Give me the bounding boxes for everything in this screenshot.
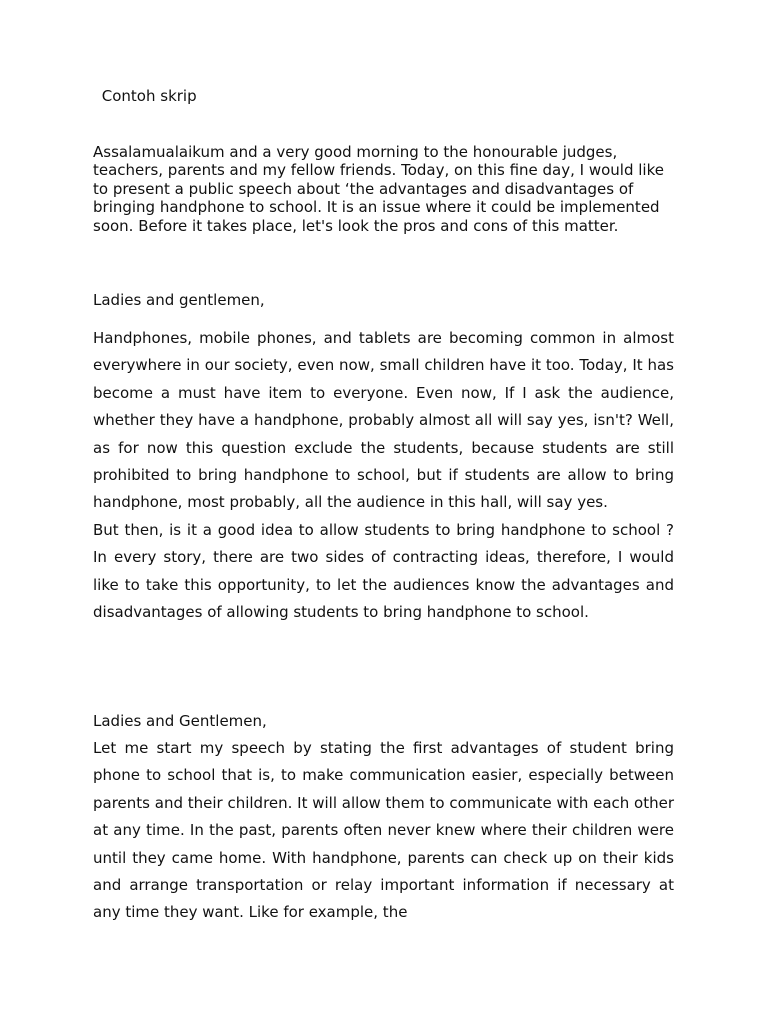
speech-body-2 xyxy=(93,735,674,927)
greeting-ladies-and-gentlemen: Ladies and gentlemen, xyxy=(93,291,265,309)
speech-body-1 xyxy=(93,325,674,626)
paragraph-good-idea: But then, is it a good idea to allow students to bring handphone to school ? In every story, there are two sides of contracting ideas, therefore, I would like to take this opportunity, to let the audiences know the advantages and disadvantages of allowing students to bring handphone to school. xyxy=(93,520,674,622)
document-title: Contoh skrip xyxy=(97,87,197,105)
intro-paragraph: Assalamualaikum and a very good morning to the honourable judges, teachers, parents and my fellow friends. Today, on this fine day, I would like to present a public speech about ‘the advantages and disadvantages of bringing handphone to school. It is an issue where it could be implemented soon. Before it takes place, let's look the pros and cons of this matter. xyxy=(93,143,664,235)
greeting-ladies-and-gentlemen-2: Ladies and Gentlemen, xyxy=(93,712,267,730)
paragraph-handphones-common: Handphones, mobile phones, and tablets are becoming common in almost everywhere in our society, even now, small children have it too. Today, It has become a must have item to everyone. Even now, If I ask the audience, whether they have a handphone, probably almost all will say yes, isn't? Well, as for now this question exclude the students, because students are still prohibited to bring handphone to school, but if students are allow to bring handphone, most probably, all the audience in this hall, will say yes. xyxy=(93,329,674,512)
paragraph-first-advantage: Let me start my speech by stating the first advantages of student bring phone to school that is, to make communication easier, especially between parents and their children. It will allow them to communicate with each other at any time. In the past, parents often never knew where their children were until they came home. With handphone, parents can check up on their kids and arrange transportation or relay important information if necessary at any time they want. Like for example, the xyxy=(93,739,674,922)
